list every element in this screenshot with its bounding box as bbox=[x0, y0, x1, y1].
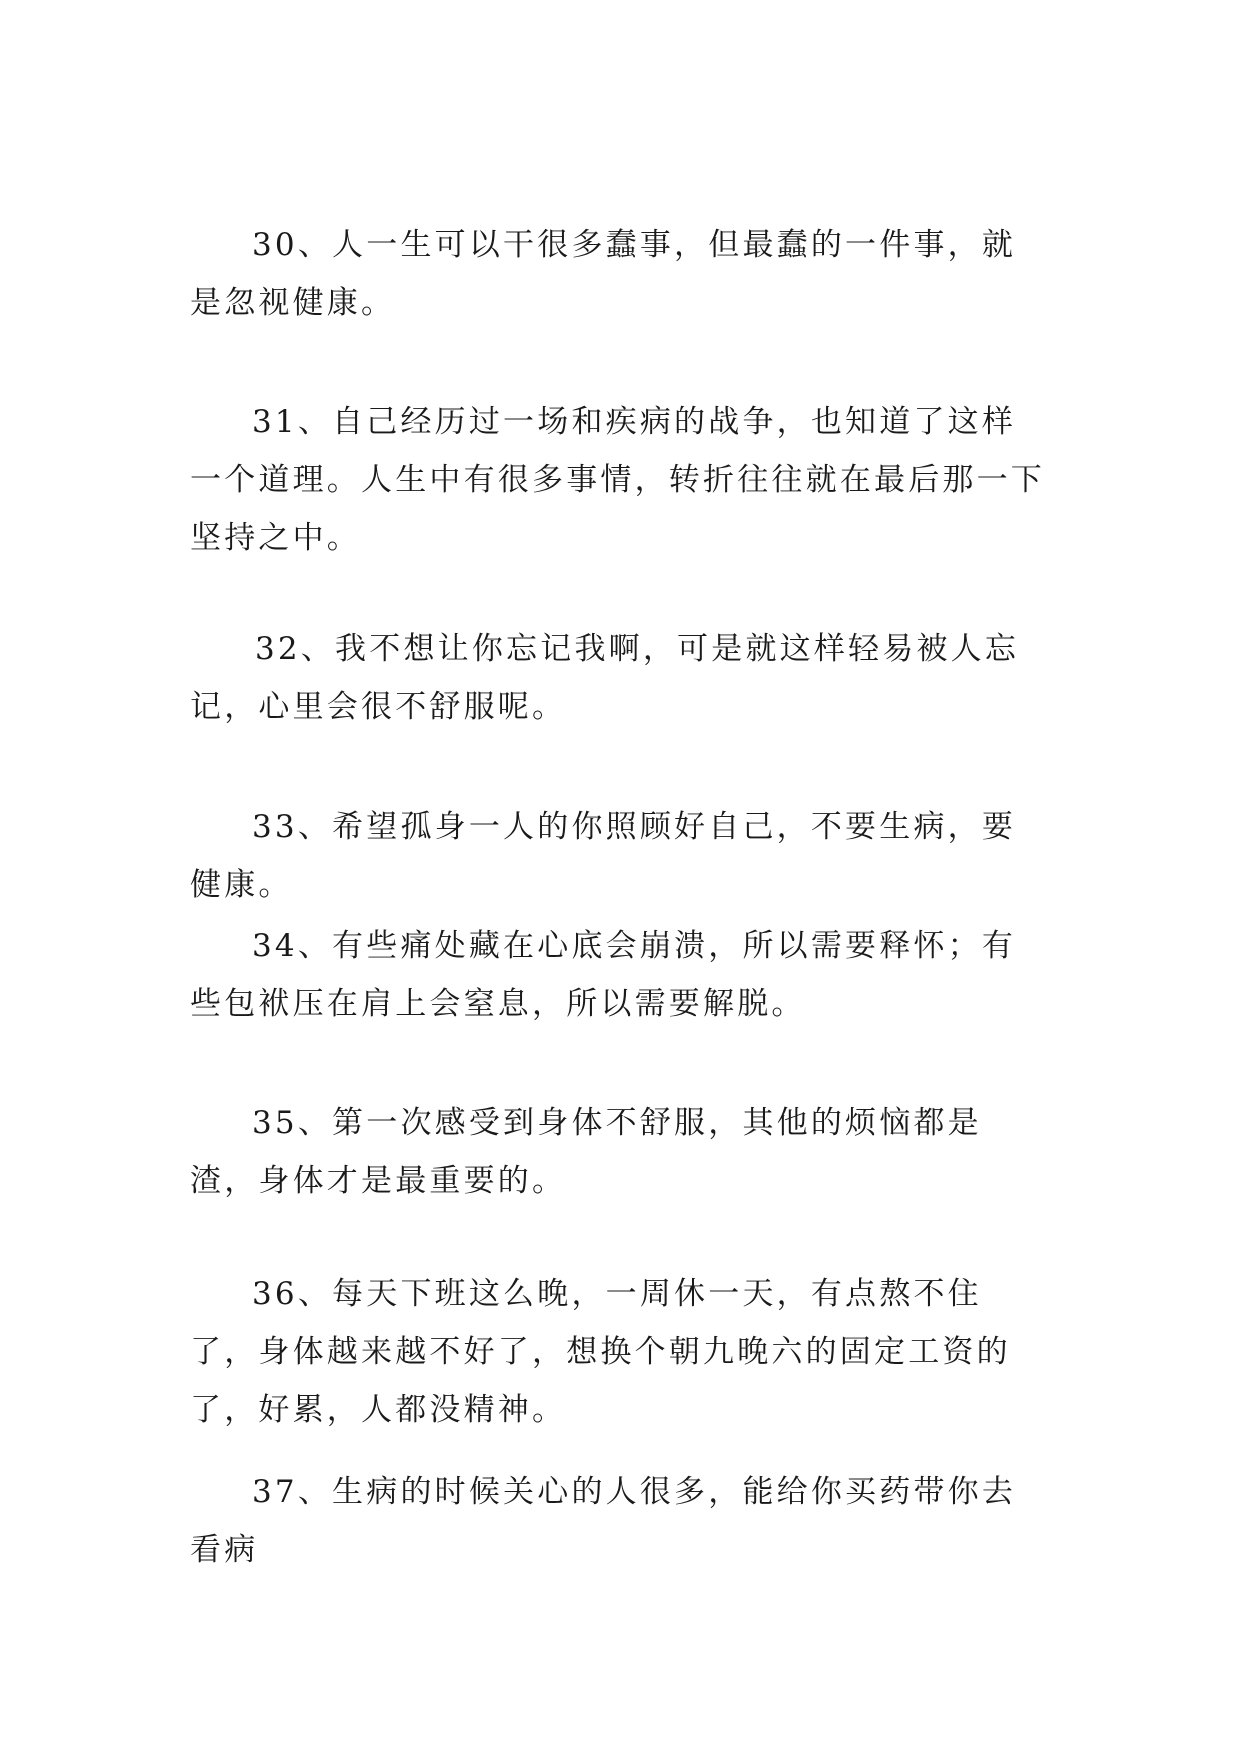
paragraph-37: 37、生病的时候关心的人很多，能给你买药带你去看病 bbox=[190, 1474, 1017, 1568]
paragraph-31: 31、自己经历过一场和疾病的战争，也知道了这样一个道理。人生中有很多事情，转折往往就在最后那一下坚持之中。 bbox=[190, 404, 1045, 556]
paragraph-34: 34、有些痛处藏在心底会崩溃，所以需要释怀；有些包袱压在肩上会窒息，所以需要解脱。 bbox=[190, 928, 1017, 1022]
paragraph-33: 33、希望孤身一人的你照顾好自己，不要生病，要健康。 bbox=[190, 809, 1017, 903]
paragraph-36: 36、每天下班这么晚，一周休一天，有点熬不住了，身体越来越不好了，想换个朝九晚六的固定工资的了，好累，人都没精神。 bbox=[190, 1276, 1011, 1428]
paragraph-32: 32、我不想让你忘记我啊，可是就这样轻易被人忘记，心里会很不舒服呢。 bbox=[190, 631, 1020, 725]
paragraph-35: 35、第一次感受到身体不舒服，其他的烦恼都是渣，身体才是最重要的。 bbox=[190, 1105, 982, 1199]
paragraph-30: 30、人一生可以干很多蠢事，但最蠢的一件事，就是忽视健康。 bbox=[190, 227, 1017, 321]
